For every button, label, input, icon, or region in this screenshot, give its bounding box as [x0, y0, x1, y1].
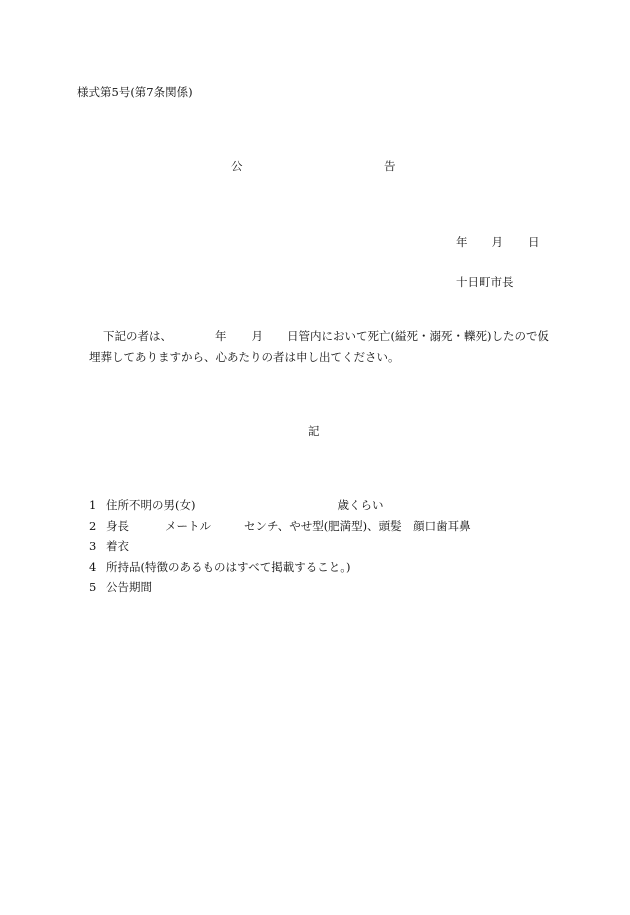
item-number: 5	[89, 580, 97, 594]
item-number: 4	[89, 559, 97, 574]
list-item	[89, 559, 471, 583]
title-char-right: 告	[384, 159, 396, 173]
body-intro: 下記の者は、	[103, 329, 172, 343]
item-label: 身長	[106, 518, 129, 533]
date-month: 月	[491, 235, 503, 249]
issuer-name: 十日町市長	[456, 275, 514, 289]
form-number-label: 様式第5号(第7条関係)	[77, 85, 193, 99]
item-meter: メートル	[165, 518, 211, 533]
item-rest: センチ、やせ型(肥満型)、頭髪 顔口歯耳鼻	[244, 518, 471, 533]
list-item	[89, 500, 471, 521]
body-month: 月	[251, 329, 263, 343]
item-number: 3	[89, 539, 97, 553]
ki-heading: 記	[308, 424, 320, 438]
body-line-1	[103, 331, 549, 343]
body-line1-rest: 日管内において死亡(縊死・溺死・轢死)したので仮	[287, 329, 549, 343]
item-label: 公告期間	[106, 580, 152, 594]
date-line	[456, 237, 540, 249]
title-char-left: 公	[231, 159, 243, 173]
date-day: 日	[528, 235, 540, 249]
body-line-2: 埋葬してありますから、心あたりの者は申し出てください。	[89, 350, 400, 364]
item-suffix: 歳くらい	[337, 498, 384, 512]
list-item	[89, 541, 471, 562]
body-year: 年	[215, 329, 227, 343]
item-label: 着衣	[106, 539, 129, 553]
item-number: 2	[89, 518, 97, 533]
item-label: 住所不明の男(女)	[106, 498, 196, 512]
item-number: 1	[89, 498, 97, 512]
date-year: 年	[456, 235, 468, 249]
item-list	[89, 500, 471, 603]
item-label: 所持品(特徴のあるものはすべて掲載すること。)	[106, 559, 351, 574]
list-item	[89, 518, 471, 542]
list-item	[89, 582, 471, 603]
